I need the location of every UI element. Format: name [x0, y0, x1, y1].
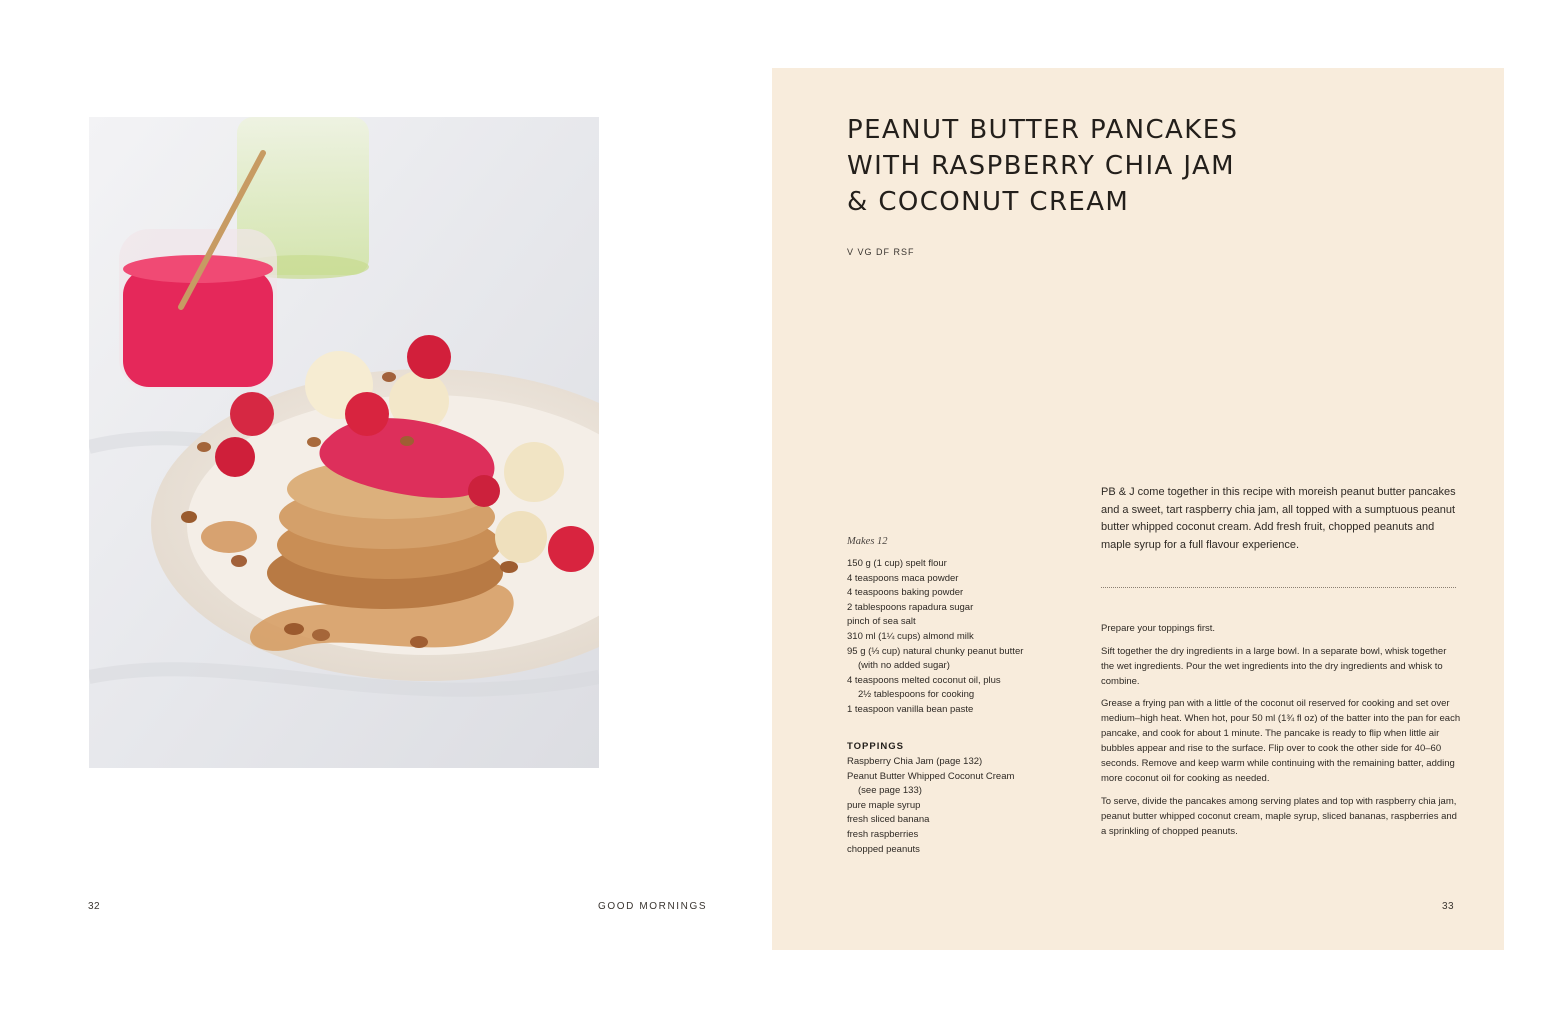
method-step: Grease a frying pan with a little of the coconut oil reserved for cooking and set over medium–high heat. When hot, pour 50 ml (1¾ fl oz) of the batter into the pan for each pancake, and cook for about 1 minute. The pancake is ready to flip when little air bubbles appear and rise to the surface. Flip over to cook the other side for 40–60 seconds. Remove and keep warm while continuing with the remaining batter, adding more coconut oil for cooking as needed. [1101, 698, 1461, 784]
ingredient-item: 4 teaspoons maca powder [847, 572, 959, 584]
ingredient-item: 2 tablespoons rapadura sugar [847, 601, 974, 613]
ingredient-item-continued: (with no added sugar) [858, 660, 950, 672]
running-head: GOOD MORNINGS [598, 901, 708, 912]
raspberry [230, 392, 274, 436]
ingredient-item-continued: 2½ tablespoons for cooking [858, 689, 975, 701]
peanut [410, 636, 428, 648]
method-step: Prepare your toppings first. [1101, 623, 1216, 634]
topping-item: pure maple syrup [847, 799, 921, 811]
topping-item: fresh sliced banana [847, 814, 930, 826]
topping-item: Raspberry Chia Jam (page 132) [847, 756, 983, 767]
peanut [197, 442, 211, 452]
toppings-list [847, 755, 1057, 857]
method-steps [1101, 621, 1461, 846]
ingredients-list [847, 557, 1057, 718]
raspberry [468, 475, 500, 507]
peanut [312, 629, 330, 641]
ingredient-item: 4 teaspoons baking powder [847, 587, 964, 599]
recipe-title-line: WITH RASPBERRY CHIA JAM [847, 151, 1235, 181]
peanut [500, 561, 518, 573]
banana-slice [504, 442, 564, 502]
peanut [307, 437, 321, 447]
photo-illustration [89, 117, 599, 768]
raspberry [548, 526, 594, 572]
method-step: Sift together the dry ingredients in a large bowl. In a separate bowl, whisk together the wet ingredients. Pour the wet ingredients into the dry ingredients and whisk to combine. [1101, 645, 1447, 687]
peanut [382, 372, 396, 382]
banana-slice [495, 511, 547, 563]
ingredient-item: pinch of sea salt [847, 616, 916, 628]
pancake-stack-photo [89, 117, 599, 768]
ingredient-item: 4 teaspoons melted coconut oil, plus [847, 674, 1001, 686]
ingredient-item: 1 teaspoon vanilla bean paste [847, 703, 974, 715]
topping-item: Peanut Butter Whipped Coconut Cream [847, 770, 1015, 782]
peanut [284, 623, 304, 635]
recipe-title-line: PEANUT BUTTER PANCAKES [847, 115, 1239, 145]
right-page [772, 68, 1504, 950]
raspberry [345, 392, 389, 436]
peanut [231, 555, 247, 567]
peanut [400, 436, 414, 446]
topping-item: fresh raspberries [847, 828, 919, 840]
raspberry [215, 437, 255, 477]
dietary-tags: V VG DF RSF [847, 247, 915, 257]
recipe-intro: PB & J come together in this recipe with moreish peanut butter pancakes and a sweet, tart raspberry chia jam, all topped with a sumptuous peanut butter whipped coconut cream. Add fresh fruit, chopped peanuts and maple syrup for a full flavour experience. [1101, 486, 1456, 551]
toppings-heading: TOPPINGS [847, 741, 904, 752]
method-step: To serve, divide the pancakes among serving plates and top with raspberry chia jam, peanut butter whipped coconut cream, maple syrup, sliced bananas, raspberries and a sprinkling of chopped peanuts. [1101, 795, 1457, 837]
page-number-left: 32 [88, 901, 101, 912]
recipe-yield: Makes 12 [847, 536, 888, 547]
page-number-right: 33 [1442, 901, 1455, 912]
topping-item: chopped peanuts [847, 843, 920, 855]
dotted-divider [1101, 587, 1456, 588]
raspberry [407, 335, 451, 379]
ingredient-item: 310 ml (1¼ cups) almond milk [847, 630, 974, 642]
recipe-title [847, 112, 1407, 220]
ingredient-item: 150 g (1 cup) spelt flour [847, 558, 947, 569]
recipe-title-line: & COCONUT CREAM [847, 187, 1130, 217]
peanut [181, 511, 197, 523]
ingredient-item: 95 g (⅓ cup) natural chunky peanut butter [847, 645, 1024, 657]
topping-item-continued: (see page 133) [858, 785, 922, 797]
